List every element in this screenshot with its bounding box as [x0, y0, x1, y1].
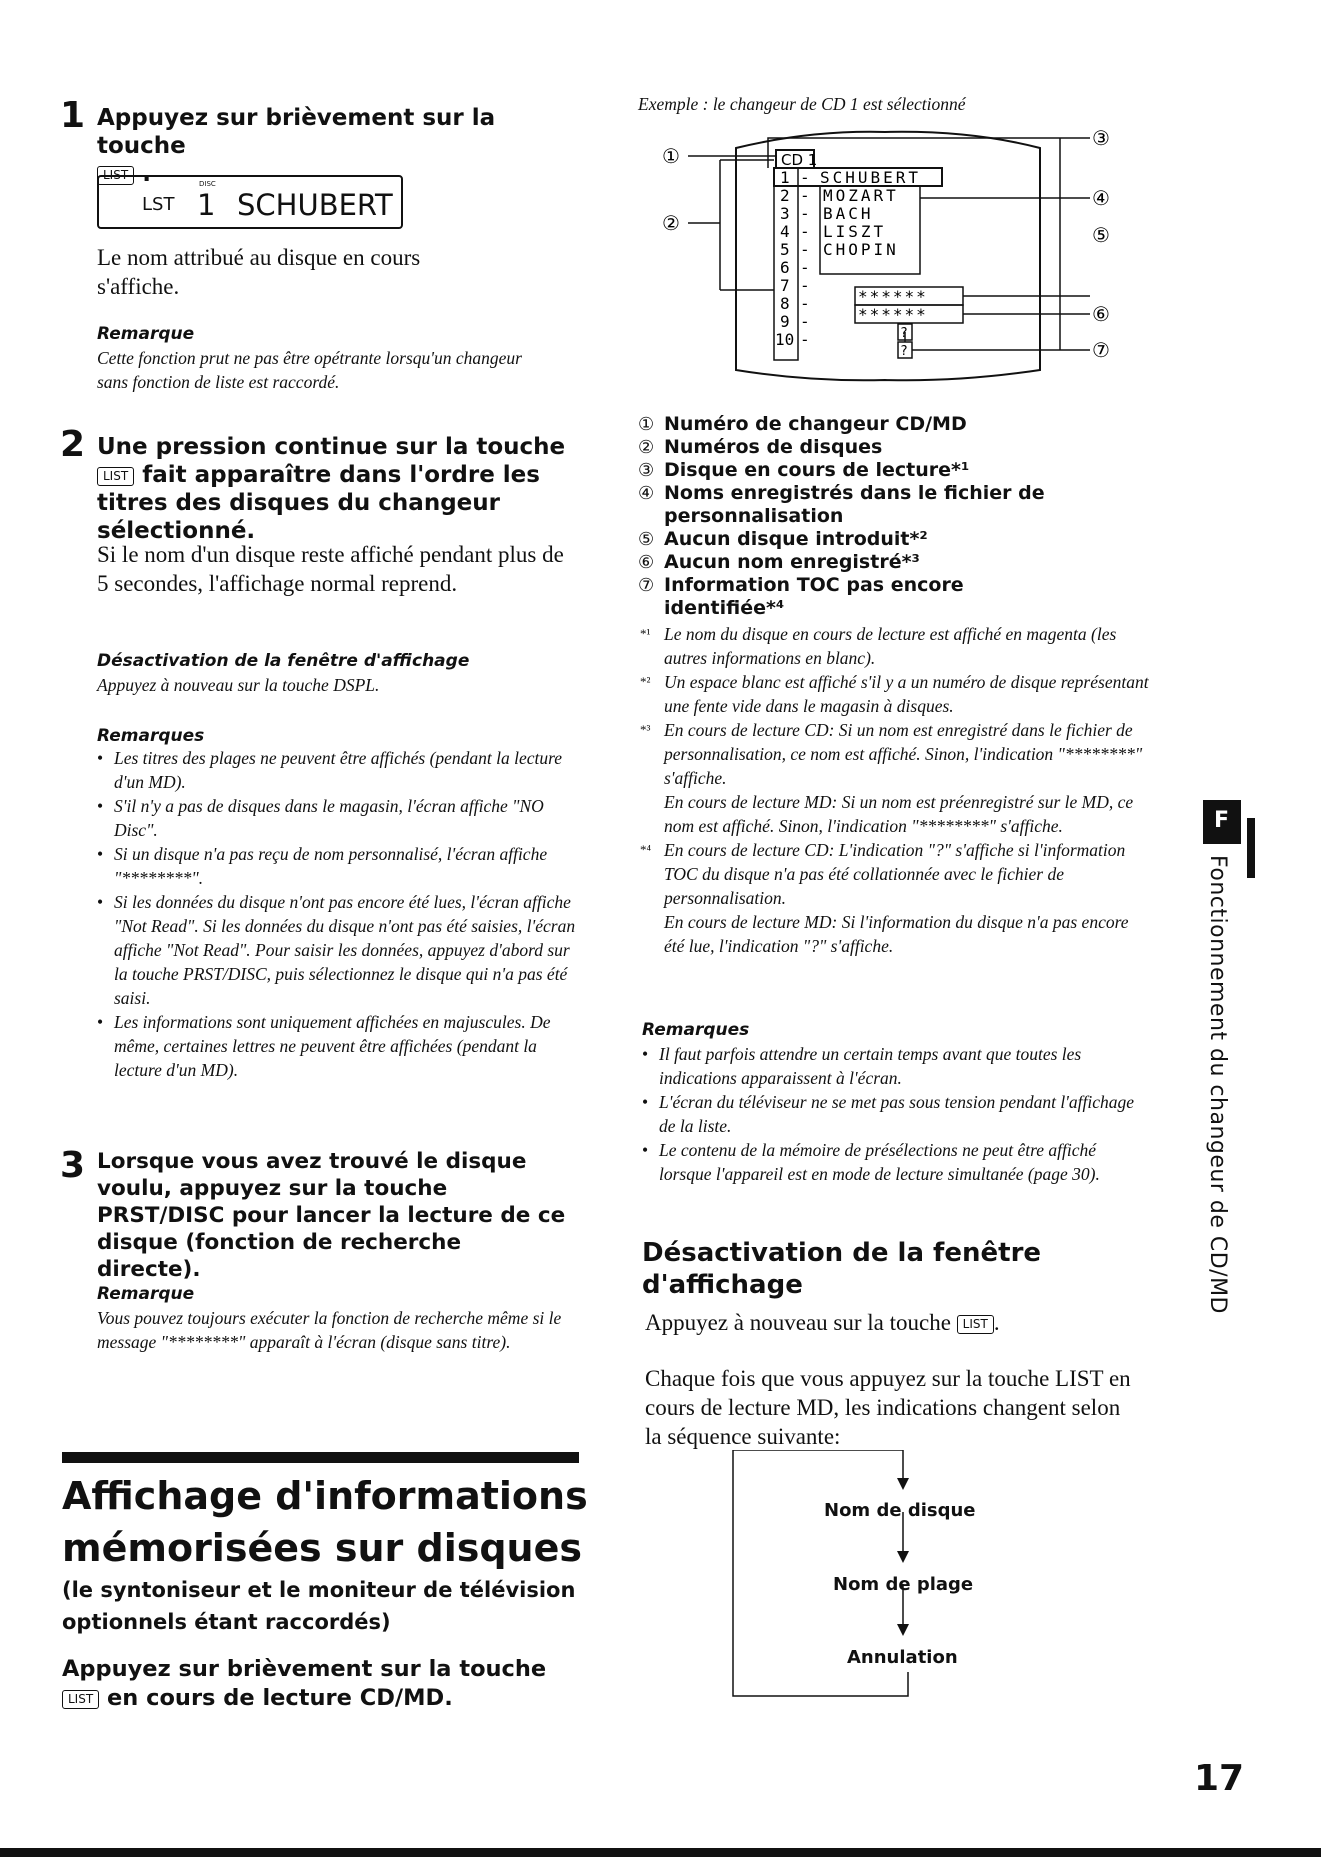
arrow-down-icon — [897, 1478, 909, 1490]
footnote-text — [664, 838, 1150, 958]
lcd-disc-label: DISC — [199, 180, 216, 188]
legend-item — [638, 459, 1078, 482]
row-name: LISZT — [823, 222, 887, 241]
step3-title: Lorsque vous avez trouvé le disque voulu, appuyez sur la touche PRST/DISC pour lancer la lecture de ce disque (fonction de recherche directe). — [97, 1149, 566, 1282]
deactivation-title-line2: d'affichage — [642, 1270, 803, 1300]
legend-item — [638, 574, 1078, 620]
row-dash: - — [800, 258, 810, 277]
deactivation-body-pre: Appuyez à nouveau sur la touche — [645, 1310, 951, 1335]
footnote-text-md: En cours de lecture MD: Si un nom est préenregistré sur le MD, ce nom est affiché. Sinon, l'indication "********" s'affiche. — [664, 792, 1134, 836]
example-caption: Exemple : le changeur de CD 1 est sélectionné — [638, 94, 966, 114]
step2-number: 2 — [60, 424, 86, 465]
row-num: 4 — [780, 222, 790, 241]
step2-title-line1: Une pression continue sur la touche — [97, 434, 566, 460]
row-num: 6 — [780, 258, 790, 277]
footnotes — [640, 622, 1150, 958]
legend-text: Disque en cours de lecture*¹ — [664, 459, 970, 481]
cd-list-diagram — [660, 120, 1120, 400]
step1-body: Le nom attribué au disque en cours s'affiche. — [97, 245, 421, 299]
legend-text: Aucun nom enregistré*³ — [664, 551, 920, 573]
sequence-step-1: Nom de disque — [824, 1500, 976, 1521]
sequence-intro: Chaque fois que vous appuyez sur la touche LIST en cours de lecture MD, les indications changent selon la séquence suivante: — [645, 1366, 1131, 1449]
legend-item — [638, 528, 1078, 551]
section-instruction-pre: Appuyez sur brièvement sur la touche — [62, 1656, 547, 1682]
arrow-down-icon — [897, 1624, 909, 1636]
deactivation-body-post: . — [993, 1310, 1000, 1335]
legend-item — [638, 482, 1078, 528]
row-dash: - — [800, 168, 810, 187]
right-notes-title: Remarques — [642, 1020, 750, 1040]
legend-text: Numéro de changeur CD/MD — [664, 413, 967, 435]
row-dash: - — [800, 276, 810, 295]
list-item: • Si un disque n'a pas reçu de nom personnalisé, l'écran affiche "********". — [97, 842, 582, 890]
step2-title — [97, 433, 567, 545]
step3-note-title: Remarque — [97, 1284, 195, 1304]
callout-2: ② — [662, 211, 680, 235]
callout-1: ① — [662, 144, 680, 168]
row-dash: - — [800, 312, 810, 331]
row-num: 3 — [780, 204, 790, 223]
step2-subbody: Appuyez à nouveau sur la touche DSPL. — [97, 675, 380, 695]
lcd-disc-number: 1 — [197, 188, 216, 222]
row-name: MOZART — [823, 186, 899, 205]
footnote — [640, 838, 1150, 958]
row-num: 8 — [780, 294, 790, 313]
side-tab-label: Fonctionnement du changeur de CD/MD — [1205, 855, 1230, 1314]
row-name: SCHUBERT — [820, 168, 922, 187]
legend-item — [638, 413, 1078, 436]
legend-text: Noms enregistrés dans le fichier de personnalisation — [664, 482, 1045, 527]
deactivation-title — [642, 1237, 1162, 1301]
legend-list — [638, 413, 1078, 620]
lcd-display — [97, 175, 403, 229]
list-key-icon: LIST — [62, 1690, 99, 1709]
row-dash: - — [800, 330, 810, 349]
list-item: • Les titres des plages ne peuvent être affichés (pendant la lecture d'un MD). — [97, 746, 582, 794]
sequence-step-3: Annulation — [847, 1647, 958, 1668]
deactivation-title-line1: Désactivation de la fenêtre — [642, 1238, 1042, 1268]
footnote-text: Un espace blanc est affiché s'il y a un numéro de disque représentant une fente vide dans le magasin à disques. — [664, 672, 1149, 716]
row-name: ****** — [858, 305, 928, 324]
legend-mark: ⑤ — [638, 529, 655, 550]
row-num: 10 — [775, 330, 795, 349]
row-name: ? — [900, 344, 908, 359]
row-num: 1 — [780, 168, 790, 187]
side-tab-letter: F — [1214, 808, 1230, 833]
footnote-text-cd: En cours de lecture CD: Si un nom est enregistré dans le fichier de personnalisation, ce nom est affiché. Sinon, l'indication "********" s'affiche. — [664, 720, 1143, 788]
callout-7: ⑦ — [1092, 338, 1110, 362]
list-item: • Si les données du disque n'ont pas encore été lues, l'écran affiche "Not Read". Si les données du disque n'ont pas été saisies, l'écran affiche "Not Read". Pour saisir les données, appuyez d'abord sur la touche PRST/DISC, puis sélectionnez le disque qui n'a pas été saisi. — [97, 890, 582, 1010]
row-num: 7 — [780, 276, 790, 295]
row-dash: - — [800, 186, 810, 205]
section-title — [62, 1470, 622, 1574]
list-item: • L'écran du téléviseur ne se met pas sous tension pendant l'affichage de la liste. — [642, 1090, 1152, 1138]
legend-mark: ② — [638, 437, 655, 458]
footnote-text — [664, 718, 1150, 838]
legend-text: Information TOC pas encore identifiée*⁴ — [664, 574, 964, 619]
changer-label: CD 1 — [781, 151, 818, 169]
legend-item — [638, 551, 1078, 574]
section-instruction-post: en cours de lecture CD/MD. — [107, 1685, 453, 1711]
section-title-line2: mémorisées sur disques — [62, 1526, 582, 1570]
callout-4: ④ — [1092, 186, 1110, 210]
legend-mark: ⑦ — [638, 575, 655, 596]
lcd-disc-name: SCHUBERT — [237, 188, 393, 222]
row-name: BACH — [823, 204, 874, 223]
footnote-text-cd: En cours de lecture CD: L'indication "?" s'affiche si l'information TOC du disque n'a pas été collationnée avec le fichier de personnalisation. — [664, 840, 1126, 908]
list-key-icon: LIST — [957, 1315, 994, 1334]
row-dash: - — [800, 240, 810, 259]
step2-title-rest: fait apparaître dans l'ordre les titres des disques du changeur sélectionné. — [97, 462, 540, 544]
step3-number: 3 — [60, 1145, 86, 1186]
list-item: • Il faut parfois attendre un certain temps avant que toutes les indications apparaissent à l'écran. — [642, 1042, 1152, 1090]
legend-mark: ③ — [638, 460, 655, 481]
deactivation-body — [645, 1308, 1165, 1337]
arrow-down-icon — [897, 1551, 909, 1563]
legend-mark: ① — [638, 414, 655, 435]
row-num: 9 — [780, 312, 790, 331]
legend-text: Numéros de disques — [664, 436, 883, 458]
step1-note-title: Remarque — [97, 324, 195, 344]
footnote — [640, 670, 1150, 718]
footnote-mark: *⁴ — [640, 842, 652, 857]
section-rule — [62, 1452, 579, 1463]
footnote-mark: *¹ — [640, 626, 651, 641]
legend-mark: ④ — [638, 483, 655, 504]
right-notes-list — [642, 1042, 1152, 1186]
bottom-rule — [0, 1848, 1321, 1857]
step2-notes-list — [97, 746, 582, 1082]
step3-note: Vous pouvez toujours exécuter la fonction de recherche même si le message "********" apparaît à l'écran (disque sans titre). — [97, 1308, 562, 1352]
list-item: • S'il n'y a pas de disques dans le magasin, l'écran affiche "NO Disc". — [97, 794, 582, 842]
legend-item — [638, 436, 1078, 459]
step2-body: Si le nom d'un disque reste affiché pendant plus de 5 secondes, l'affichage normal reprend. — [97, 542, 564, 596]
section-subtitle: (le syntoniseur et le moniteur de télévision optionnels étant raccordés) — [62, 1578, 576, 1634]
step2-notes-title: Remarques — [97, 726, 205, 746]
row-dash: - — [800, 222, 810, 241]
step1-title-text: Appuyez sur brièvement sur la touche — [97, 105, 496, 159]
side-tab-edge — [1247, 818, 1255, 878]
footnote-text: Le nom du disque en cours de lecture est affiché en magenta (les autres informations en blanc). — [664, 624, 1117, 668]
row-num: 5 — [780, 240, 790, 259]
footnote-mark: *³ — [640, 722, 651, 737]
list-key-icon: LIST — [97, 467, 134, 486]
callout-6: ⑥ — [1092, 302, 1110, 326]
callout-3: ③ — [1092, 126, 1110, 150]
row-num: 2 — [780, 186, 790, 205]
step1-note: Cette fonction prut ne pas être opétrante lorsqu'un changeur sans fonction de liste est raccordé. — [97, 348, 522, 392]
list-key-icon: LIST — [97, 166, 134, 185]
step1-number: 1 — [60, 95, 86, 136]
page-number: 17 — [1194, 1758, 1245, 1799]
list-item: • Le contenu de la mémoire de présélections ne peut être affiché lorsque l'appareil est en mode de lecture simultanée (page 30). — [642, 1138, 1152, 1186]
row-name: ****** — [858, 287, 928, 306]
legend-text: Aucun disque introduit*² — [664, 528, 928, 550]
section-title-line1: Affichage d'informations — [62, 1474, 588, 1518]
callout-5: ⑤ — [1092, 223, 1110, 247]
side-tab — [1203, 800, 1241, 844]
footnote — [640, 718, 1150, 838]
section-instruction — [62, 1655, 582, 1713]
step1-suffix: . — [142, 161, 151, 187]
lcd-mode: LST — [142, 194, 175, 215]
footnote-mark: *² — [640, 674, 651, 689]
row-dash: - — [800, 204, 810, 223]
row-dash: - — [800, 294, 810, 313]
list-item: • Les informations sont uniquement affichées en majuscules. De même, certaines lettres ne peuvent être affichées (pendant la lecture d'un MD). — [97, 1010, 582, 1082]
footnote-text-md: En cours de lecture MD: Si l'information du disque n'a pas encore été lue, l'indication "?" s'affiche. — [664, 912, 1129, 956]
sequence-step-2: Nom de plage — [833, 1574, 974, 1595]
row-name: CHOPIN — [823, 240, 899, 259]
legend-mark: ⑥ — [638, 552, 655, 573]
row-name: ? — [900, 326, 908, 341]
step2-subtitle: Désactivation de la fenêtre d'affichage — [97, 651, 470, 671]
footnote — [640, 622, 1150, 670]
